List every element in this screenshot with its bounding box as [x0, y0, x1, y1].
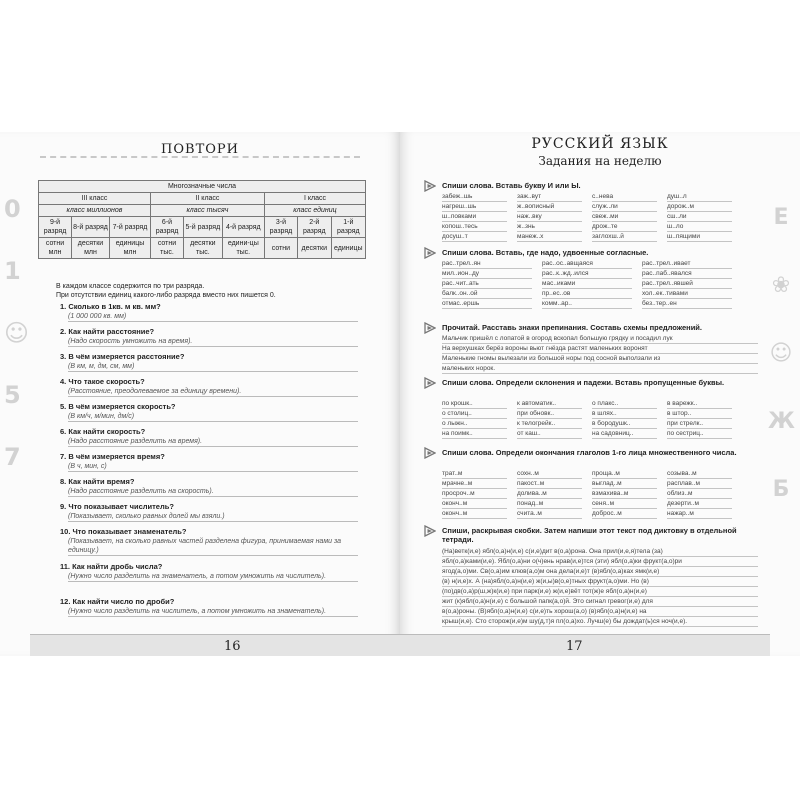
word: в штор.. — [667, 409, 732, 419]
word: ж..знь — [517, 222, 582, 232]
numbers-table — [38, 180, 366, 259]
answer: (Показывает, на сколько равных частей разделена фигура, принимаемая нами за единицу.) — [68, 537, 358, 556]
word: расплав..м — [667, 479, 732, 489]
word: рас..трел..ивает — [642, 259, 732, 269]
page-footer — [400, 634, 770, 656]
word: дезерти..м — [667, 499, 732, 509]
question: 8. Как найти время? — [60, 477, 135, 486]
question: 6. Как найти скорость? — [60, 427, 146, 436]
answer: (Нужно число разделить на числитель, а потом умножить на знаменатель). — [68, 607, 358, 617]
rank-cell: 3-й разряд — [264, 217, 297, 238]
word: без..тер..ен — [642, 299, 732, 309]
word: рас..чит..ать — [442, 279, 532, 289]
word: на садовниц.. — [592, 429, 657, 439]
word-grid — [442, 259, 742, 309]
unit-cell: десятки тыс. — [184, 238, 223, 259]
class-name: класс миллионов — [39, 205, 151, 217]
word: душ..л — [667, 192, 732, 202]
task-triangle-icon — [424, 180, 436, 192]
word: мас..иками — [542, 279, 632, 289]
question: 1. Сколько в 1кв. м кв. мм? — [60, 302, 161, 311]
word: рас..трел..ян — [442, 259, 532, 269]
word: мрачне..м — [442, 479, 507, 489]
word: в бородушк.. — [592, 419, 657, 429]
word: по сестриц.. — [667, 429, 732, 439]
table-title: Многозначные числа — [39, 181, 366, 193]
text-line: (в) н(и,е)х. А (на)ябл(о,а)н(и,е) ж(и,ы)в(о,е)тных фрукт(а,о)ми. Но (в) — [442, 577, 758, 587]
word: трат..м — [442, 469, 507, 479]
unit-cell: единицы млн — [109, 238, 150, 259]
question: 9. Что показывает числитель? — [60, 502, 174, 511]
word: рас..паб..явался — [642, 269, 732, 279]
word: по крошк.. — [442, 399, 507, 409]
answer: (Нужно число разделить на знаменатель, а потом умножить на числитель). — [68, 572, 358, 582]
word: о лыжн.. — [442, 419, 507, 429]
subject-subtitle: Задания на неделю — [538, 154, 662, 168]
word: нагреш..шь — [442, 202, 507, 212]
word: понад..м — [517, 499, 582, 509]
question: 4. Что такое скорость? — [60, 377, 145, 386]
task-title: Спиши слова. Вставь, где надо, удвоенные согласные. — [442, 248, 649, 257]
question: 12. Как найти число по дроби? — [60, 597, 175, 606]
task-triangle-icon — [424, 322, 436, 334]
rank-cell: 7-й разряд — [109, 217, 150, 238]
word: взмахива..м — [592, 489, 657, 499]
class-name: класс тысяч — [150, 205, 264, 217]
answer: (Расстояние, преодолеваемое за единицу времени). — [68, 387, 358, 397]
word: долива..м — [517, 489, 582, 499]
unit-cell: десятки млн — [72, 238, 110, 259]
question: 3. В чём измеряется расстояние? — [60, 352, 185, 361]
task-title: Спиши, раскрывая скобки. Затем напиши этот текст под диктовку в отдельной тетради. — [442, 526, 737, 544]
unit-cell: сотни млн — [39, 238, 72, 259]
task-title: Спиши слова. Вставь букву И или Ы. — [442, 181, 581, 190]
word: пакост..м — [517, 479, 582, 489]
word: при обновк.. — [517, 409, 582, 419]
word: нажар..м — [667, 509, 732, 519]
task-text — [442, 547, 758, 627]
word: с..нева — [592, 192, 657, 202]
rank-cell: 4-й разряд — [222, 217, 264, 238]
unit-cell: сотни — [264, 238, 297, 259]
decor-letters-right: Е ❀ ☺ Ж Б — [768, 205, 795, 502]
decor-letters-left: 0 1 ☺ 5 7 — [4, 195, 30, 471]
word: при стрелк.. — [667, 419, 732, 429]
word: служ..ли — [592, 202, 657, 212]
word: ш..ло — [667, 222, 732, 232]
word: заж..вут — [517, 192, 582, 202]
word: о плакс.. — [592, 399, 657, 409]
word: проща..м — [592, 469, 657, 479]
text-line: (по)дв(о,а)р(ш,ж)к(и,е) при парк(и,е) ж(и,е)вёт тот(ж)е ябл(о,а)н(и,е) — [442, 587, 758, 597]
word: дорож..м — [667, 202, 732, 212]
task-title: Спиши слова. Определи окончания глаголов 1-го лица множественного числа. — [442, 448, 737, 457]
question: 5. В чём измеряется скорость? — [60, 402, 176, 411]
word: балк..он..ой — [442, 289, 532, 299]
text-line: (На)ветк(и,е) ябл(о,а)н(и,е) с(и,е)дит в(о,а)рона. Она прил(и,е,я)тела (за) — [442, 547, 758, 557]
class-header: III класс — [39, 193, 151, 205]
word-grid — [442, 192, 742, 242]
word: в варежк.. — [667, 399, 732, 409]
task-text — [442, 334, 758, 374]
question: 2. Как найти расстояние? — [60, 327, 155, 336]
class-name: класс единиц — [264, 205, 365, 217]
word: сеня..м — [592, 499, 657, 509]
rank-cell: 5-й разряд — [184, 217, 223, 238]
note-line: В каждом классе содержится по три разряда. — [56, 283, 205, 290]
answer: (Надо скорость умножить на время). — [68, 337, 358, 347]
word: досуш..т — [442, 232, 507, 242]
word: созыва..м — [667, 469, 732, 479]
word: счита..м — [517, 509, 582, 519]
rank-cell: 6-й разряд — [150, 217, 183, 238]
word: доброс..м — [592, 509, 657, 519]
word: дрож..те — [592, 222, 657, 232]
word: ж..вописный — [517, 202, 582, 212]
word: комм..ар.. — [542, 299, 632, 309]
word: облиз..м — [667, 489, 732, 499]
text-line: жит (к)ябл(о,а)н(и,е) с большой папк(а,о)й. Это сигнал гревог(и,е) для — [442, 597, 758, 607]
subject-title: РУССКИЙ ЯЗЫК — [531, 136, 669, 152]
word: от каш.. — [517, 429, 582, 439]
rank-cell: 2-й разряд — [297, 217, 331, 238]
rank-cell: 9-й разряд — [39, 217, 72, 238]
answer: (Показывает, сколько равных долей мы взяли.) — [68, 512, 358, 522]
word: на поимк.. — [442, 429, 507, 439]
page-number: 16 — [224, 639, 241, 654]
unit-cell: сотни тыс. — [150, 238, 183, 259]
task-title: Прочитай. Расставь знаки препинания. Составь схемы предложений. — [442, 323, 703, 332]
text-line: крыш(и,е). Сто сторож(и,е)м шу(д,т)я пл(о,а)хо. Лучш(е) бы дождат(ь)ся ноч(и,е). — [442, 617, 758, 627]
word: ш..повками — [442, 212, 507, 222]
answer: (В км/ч, м/мин, дм/с) — [68, 412, 358, 422]
page-footer — [30, 634, 400, 656]
task-triangle-icon — [424, 447, 436, 459]
task-title: Спиши слова. Определи склонения и падежи. Вставь пропущенные буквы. — [442, 378, 725, 387]
text-line: Маленькие гномы вылезали из большой норы под сосной выползали из — [442, 354, 758, 364]
page-number: 17 — [566, 639, 583, 654]
word: к телогрейк.. — [517, 419, 582, 429]
word: отмас..ершь — [442, 299, 532, 309]
text-line: маленьких норок. — [442, 364, 758, 374]
task-triangle-icon — [424, 377, 436, 389]
answer: (Надо расстояние разделить на время). — [68, 437, 358, 447]
word: забеж..шь — [442, 192, 507, 202]
word: сш..ли — [667, 212, 732, 222]
word: сохн..м — [517, 469, 582, 479]
text-line: ябл(о,а)ками(и,е). Ябл(о,а)ни о(ч)ень нрав(и,е)тся (эти) ябл(о,а)ки фрукт(а,о)ри — [442, 557, 758, 567]
text-line: ягод(а,о)ми. Св(о,а)им клюв(а,о)м она дела(и,е)т (в)ябл(о,а)ках ямк(и,е) — [442, 567, 758, 577]
task-triangle-icon — [424, 247, 436, 259]
word: выглад..м — [592, 479, 657, 489]
note-line: При отсутствии единиц какого-либо разряда вместо них пишется 0. — [56, 292, 276, 299]
class-header: II класс — [150, 193, 264, 205]
word: манеж..х — [517, 232, 582, 242]
unit-cell: единицы — [331, 238, 365, 259]
rank-cell: 1-й разряд — [331, 217, 365, 238]
word: свеж..ми — [592, 212, 657, 222]
left-page — [0, 132, 401, 656]
word: рас..к..жд..ился — [542, 269, 632, 279]
word: рас..трел..явшей — [642, 279, 732, 289]
word: копош..тесь — [442, 222, 507, 232]
answer: (Надо расстояние разделить на скорость). — [68, 487, 358, 497]
question: 11. Как найти дробь числа? — [60, 562, 163, 571]
unit-cell: десятки — [297, 238, 331, 259]
word: мил..ион..ду — [442, 269, 532, 279]
unit-cell: едини-цы тыс. — [222, 238, 264, 259]
question: 7. В чём измеряется время? — [60, 452, 165, 461]
word: оконч..м — [442, 509, 507, 519]
text-line: На верхушках берёз вороны вьют гнёзда растят маленьких воронят — [442, 344, 758, 354]
word: к автоматик.. — [517, 399, 582, 409]
text-line: Мальчик пришёл с лопатой в огород вскопал большую грядку и посадил лук — [442, 334, 758, 344]
word-grid — [442, 469, 742, 519]
word: просроч..м — [442, 489, 507, 499]
answer: (В ч, мин, с) — [68, 462, 358, 472]
answer: (В км, м, дм, см, мм) — [68, 362, 358, 372]
question: 10. Что показывает знаменатель? — [60, 527, 187, 536]
answer: (1 000 000 кв. мм) — [68, 312, 358, 322]
text-line: в(о,а)роны. (В)ябл(о,а)н(и,е) с(и,е)ть хорош(а,о) (в)ябл(о,а)н(и,е) на — [442, 607, 758, 617]
word: пр..ес..ов — [542, 289, 632, 299]
word: ш..пящими — [667, 232, 732, 242]
word: хол..ек..тивами — [642, 289, 732, 299]
task-triangle-icon — [424, 525, 436, 537]
word: о столиц.. — [442, 409, 507, 419]
word: рас..ос..авщаяся — [542, 259, 632, 269]
word: заглохш..й — [592, 232, 657, 242]
word: в шлях.. — [592, 409, 657, 419]
right-page — [400, 132, 800, 656]
word: оконч..м — [442, 499, 507, 509]
class-header: I класс — [264, 193, 365, 205]
word: наж..вку — [517, 212, 582, 222]
word-grid — [442, 399, 742, 439]
rank-cell: 8-й разряд — [72, 217, 110, 238]
page-heading: ПОВТОРИ — [161, 142, 239, 157]
